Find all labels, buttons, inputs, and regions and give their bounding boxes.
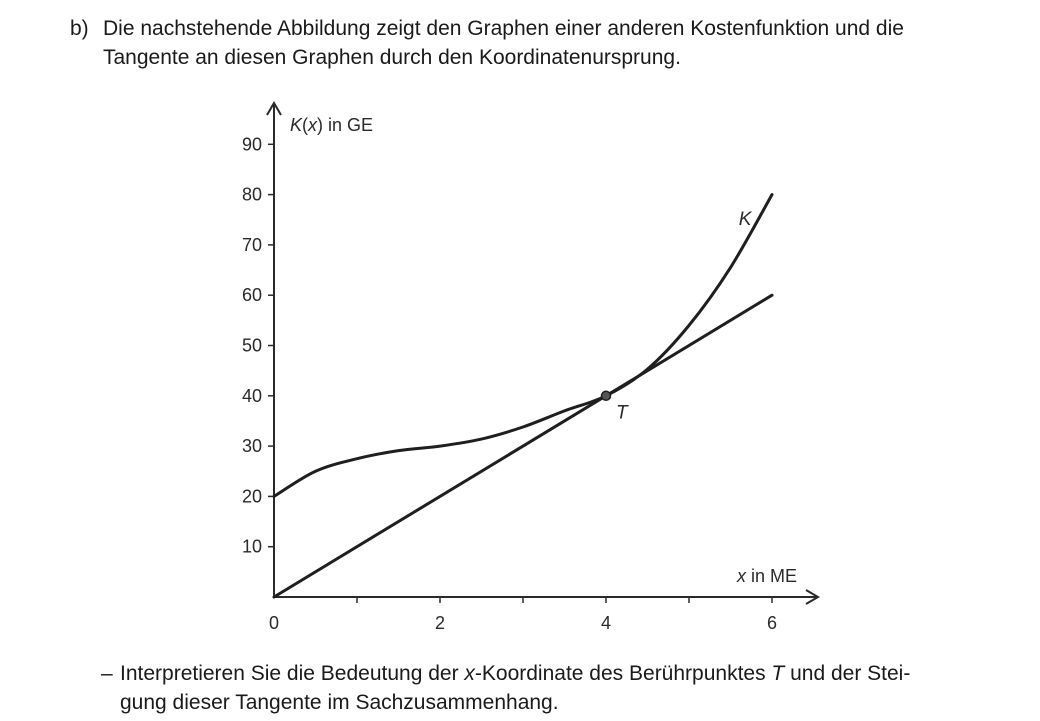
x-axis-label: [736, 566, 797, 586]
task-line-2: gung dieser Tangente im Sachzusammenhang.: [120, 691, 559, 714]
y-tick-label-50: 50: [241, 335, 262, 356]
annotation-T: T: [615, 402, 628, 424]
y-axis-label-paren-close: ): [317, 115, 324, 135]
task-var-T: T: [771, 662, 785, 685]
ticks: [242, 134, 777, 633]
chart-labels: [290, 115, 797, 586]
y-tick-label-90: 90: [241, 134, 262, 155]
part-label: b): [70, 17, 89, 40]
y-tick-label-70: 70: [241, 234, 262, 255]
x-tick-label-6: 6: [766, 613, 778, 633]
y-tick-label-60: 60: [241, 285, 262, 306]
intro-line-2: Tangente an diesen Graphen durch den Koordinatenursprung.: [103, 46, 681, 69]
y-tick-label-80: 80: [241, 184, 262, 205]
y-axis-label-paren-open: (: [302, 115, 309, 135]
x-axis-label-var: x: [737, 566, 746, 586]
axes: [267, 103, 818, 604]
y-axis-label-arg: x: [308, 115, 318, 135]
x-tick-label-0: 0: [268, 613, 280, 633]
task-dash: –: [101, 662, 113, 685]
point-T-marker: [602, 391, 611, 400]
x-axis-label-unit: in ME: [746, 566, 798, 586]
y-axis-label-unit: in GE: [323, 115, 374, 135]
task-text: [120, 659, 980, 717]
task-text-c: und der Stei-: [784, 662, 911, 685]
task-var-x: x: [464, 662, 475, 685]
y-axis-label-var: K: [290, 115, 303, 135]
y-tick-label-30: 30: [241, 436, 262, 457]
intro-line-1: Die nachstehende Abbildung zeigt den Graphen einer anderen Kostenfunktion und die: [103, 17, 904, 40]
series-1-line: [274, 295, 772, 597]
y-tick-label-10: 10: [241, 536, 262, 557]
task-text-a: Interpretieren Sie die Bedeutung der: [120, 662, 465, 685]
y-tick-label-40: 40: [241, 385, 262, 406]
task-text-b: -Koordinate des Berührpunktes: [474, 662, 772, 685]
y-tick-label-20: 20: [241, 486, 262, 507]
task-line-1: [120, 659, 980, 688]
annotation-K: K: [738, 208, 752, 230]
series-K-curve: [274, 195, 772, 497]
x-tick-label-2: 2: [434, 613, 446, 633]
x-tick-label-4: 4: [600, 613, 612, 633]
y-axis-label: [290, 115, 373, 135]
series: [274, 195, 772, 597]
